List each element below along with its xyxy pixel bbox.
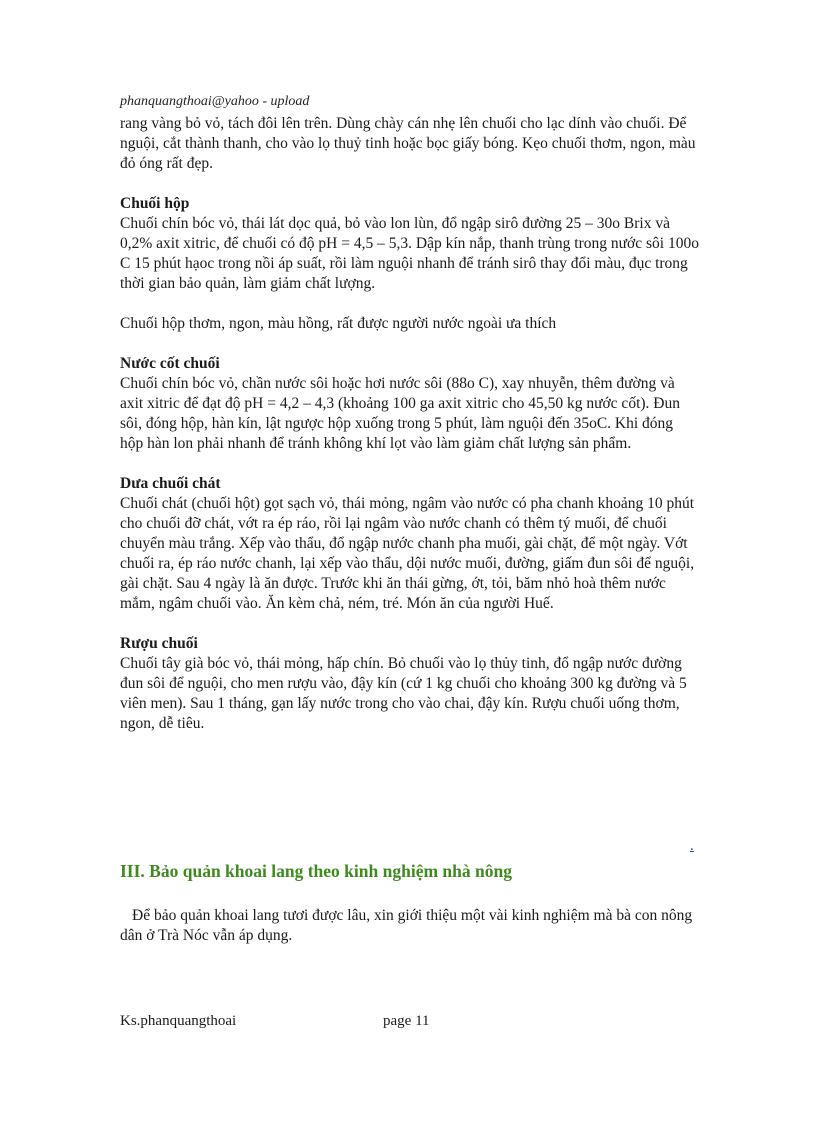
- intro-paragraph: rang vàng bỏ vỏ, tách đôi lên trên. Dùng chày cán nhẹ lên chuối cho lạc dính vào chuối. Để nguội, cắt thành thanh, cho vào lọ thuỷ tinh hoặc bọc giấy bóng. Kẹo chuối thơm, ngon, màu đỏ óng rất đẹp.: [120, 115, 696, 172]
- heading-nuoc-cot-chuoi: Nước cốt chuối: [120, 355, 220, 372]
- heading-dua-chuoi-chat: Dưa chuối chát: [120, 475, 221, 492]
- header-note: phanquangthoai@yahoo - upload: [120, 94, 310, 109]
- footer-author: Ks.phanquangthoai: [120, 1013, 237, 1029]
- paragraph-ruou-chuoi: Chuối tây già bóc vỏ, thái mỏng, hấp chín. Bỏ chuối vào lọ thủy tinh, đổ ngập nước đường đun sôi để nguội, cho men rượu vào, đậy kín (cứ 1 kg chuối cho khoảng 300 kg đường và 5 viên men). Sau 1 tháng, gạn lấy nước trong cho vào chai, đậy kín. Rượu chuối uống thơm, ngon, dễ tiêu.: [120, 655, 687, 732]
- section-heading-khoai-lang: III. Bảo quản khoai lang theo kinh nghiệm nhà nông: [120, 861, 512, 881]
- section-paragraph-khoai-lang: Để bảo quản khoai lang tươi được lâu, xin giới thiệu một vài kinh nghiệm mà bà con nông dân ở Trà Nóc vẫn áp dụng.: [120, 907, 693, 944]
- hyperlink-dot[interactable]: .: [690, 838, 694, 854]
- heading-chuoi-hop: Chuối hộp: [120, 195, 190, 212]
- paragraph-chuoi-hop-2: Chuối hộp thơm, ngon, màu hồng, rất được người nước ngoài ưa thích: [120, 315, 557, 332]
- footer-page-number: page 11: [383, 1013, 430, 1029]
- paragraph-nuoc-cot-chuoi: Chuối chín bóc vỏ, chần nước sôi hoặc hơi nước sôi (88o C), xay nhuyễn, thêm đường và axit xitric để đạt độ pH = 4,2 – 4,3 (khoảng 100 ga axit xitric cho 45,50 kg nước cốt). Đun sôi, đóng hộp, hàn kín, lật ngược hộp xuống trong 5 phút, làm nguội đến 35oC. Khi đóng hộp hàn lon phải nhanh để tránh không khí lọt vào làm giảm chất lượng sản phẩm.: [120, 375, 680, 452]
- paragraph-chuoi-hop-1: Chuối chín bóc vỏ, thái lát dọc quả, bỏ vào lon lùn, đổ ngập sirô đường 25 – 30o Brix và 0,2% axit xitric, để chuối có độ pH = 4,5 – 5,3. Dập kín nắp, thanh trùng trong nước sôi 100o C 15 phút hạoc trong nồi áp suất, rồi làm nguội nhanh để tránh sirô thay đổi màu, đục trong thời gian bảo quản, làm giảm chất lượng.: [120, 215, 699, 292]
- main-content: [120, 114, 700, 754]
- heading-ruou-chuoi: Rượu chuối: [120, 635, 198, 652]
- paragraph-dua-chuoi-chat: Chuối chát (chuối hột) gọt sạch vỏ, thái mỏng, ngâm vào nước có pha chanh khoảng 10 phút cho chuối đỡ chát, vớt ra ép ráo, rồi lại ngâm vào nước chanh có thêm tý muối, để chuối chuyển màu trắng. Xếp vào thẩu, đổ ngập nước chanh pha muối, gài chặt, để một ngày. Vớt chuối ra, ép ráo nước chanh, lại xếp vào thẩu, dội nước muối, đường, giấm đun sôi để nguội, gài chặt. Sau 4 ngày là ăn được. Trước khi ăn thái gừng, ớt, tỏi, băm nhỏ hoà thêm nước mắm, ngâm chuối vào. Ăn kèm chả, ném, tré. Món ăn của người Huế.: [120, 495, 695, 612]
